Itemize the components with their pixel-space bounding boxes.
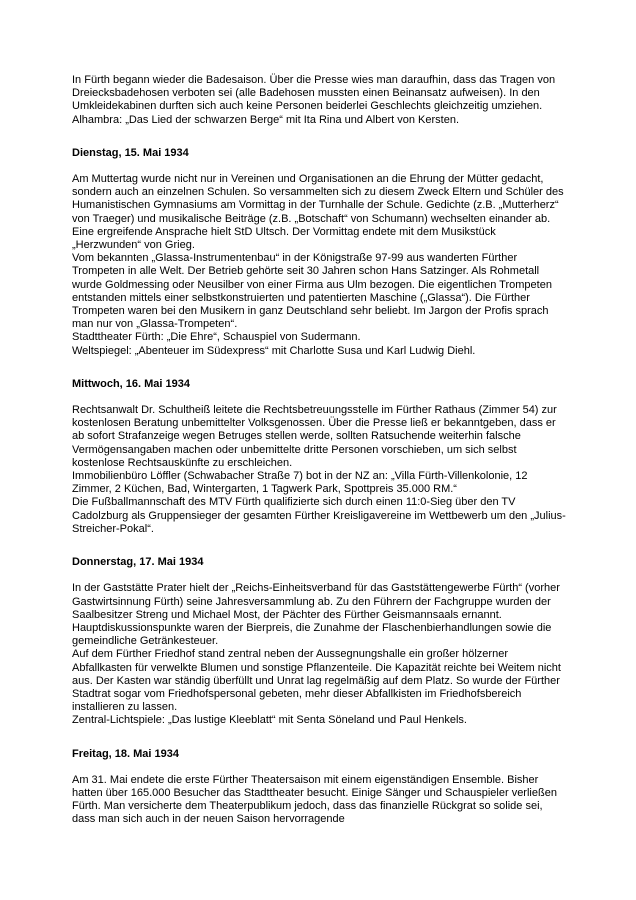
heading-donnerstag-17-mai-1934: Donnerstag, 17. Mai 1934 [72,556,204,569]
paragraph-gaststaettengewerbe: In der Gaststätte Prater hielt der „Reichs-Einheitsverband für das Gaststättengewerbe Fürth“ (vorher Gastwirtsinnung Fürth) seine Jahresversammlung ab. Zu den Führern der Fachgruppe wurden der Saalbesitzer Streng und Michael Most, der Pächter des Fürther Geismannsaals ernannt. Hauptdiskussionspunkte waren der Bierpreis, die Zunahme der Flaschenbierhandlungen sowie die gemeindliche Getränkesteuer. [72,582,560,648]
paragraph-muttertag: Am Muttertag wurde nicht nur in Vereinen und Organisationen an die Ehrung der Mütter gedacht, sondern auch an einzelnen Schulen. So versammelten sich zu diesem Zweck Eltern und Schüler des Humanistischen Gymnasiums am Vormittag in der Turnhalle der Schule. Gedichte (z.B. „Mutterherz“ von Traeger) und musikalische Beiträge (z.B. „Botschaft“ von Schumann) wechselten einander ab. Eine ergreifende Ansprache hielt StD Ultsch. Der Vormittag endete mit dem Musikstück „Herzwunden“ von Grieg. [72,173,564,252]
paragraph-zentral-lichtspiele-film: Zentral-Lichtspiele: „Das lustige Kleeblatt“ mit Senta Söneland und Paul Henkels. [72,714,467,727]
paragraph-rechtsbetreuungsstelle: Rechtsanwalt Dr. Schultheiß leitete die Rechtsbetreuungsstelle im Fürther Rathaus (Zimmer 54) zur kostenlosen Beratung unbemittelter Volksgenossen. Über die Presse ließ er bekanntgeben, dass er ab sofort Strafanzeige wegen Betruges stellen werde, sollten Ratsuchende weiterhin falsche Vermögensangaben machen oder unbemittelte dritte Personen vorschieben, um sich selbst kostenlose Rechtsauskünfte zu erschleichen. [72,404,557,469]
paragraph-immobilienbuero: Immobilienbüro Löffler (Schwabacher Straße 7) bot in der NZ an: „Villa Fürth-Villenkolonie, 12 Zimmer, 2 Küchen, Bad, Wintergarten, 1 Tagwerk Park, Spottpreis 35.000 RM.“ [72,470,528,496]
heading-freitag-18-mai-1934: Freitag, 18. Mai 1934 [72,747,179,760]
paragraph-theatersaison: Am 31. Mai endete die erste Fürther Theatersaison mit einem eigenständigen Ensemble. Bisher hatten über 165.000 Besucher das Stadttheater besucht. Einige Sänger und Schauspieler verließen Fürth. Man versicherte dem Theaterpublikum jedoch, dass das finanzielle Rückgrat so solide sei, dass man sich auch in der neuen Saison hervorragende [72,773,557,826]
paragraph-fussballmannschaft: Die Fußballmannschaft des MTV Fürth qualifizierte sich durch einen 11:0-Sieg über den TV Cadolzburg als Gruppensieger der gesamten Fürther Kreisligavereine im Wettbewerb um den „Julius-Streicher-Pokal“. [72,496,566,535]
paragraph-alhambra-film: Alhambra: „Das Lied der schwarzen Berge“ mit Ita Rina und Albert von Kersten. [72,113,460,126]
paragraph-weltspiegel-film: Weltspiegel: „Abenteuer im Südexpress“ mit Charlotte Susa und Karl Ludwig Diehl. [72,344,476,357]
heading-dienstag-15-mai-1934: Dienstag, 15. Mai 1934 [72,146,189,159]
paragraph-friedhof-abfallkasten: Auf dem Fürther Friedhof stand zentral neben der Aussegnungshalle ein großer hölzerner Abfallkasten für verwelkte Blumen und sonstige Pflanzenteile. Die Kapazität reichte bei Weitem nicht aus. Der Kasten war ständig überfüllt und Unrat lag regelmäßig auf dem Platz. So wurde der Fürther Stadtrat sogar vom Friedhofspersonal gebeten, mehr dieser Abfallkisten im Friedhofsbereich installieren zu lassen. [72,648,561,714]
paragraph-glassa-instrumentenbau: Vom bekannten „Glassa-Instrumentenbau“ in der Königstraße 97-99 aus wanderten Fürther Trompeten in alle Welt. Der Betrieb gehörte seit 30 Jahren schon Hans Satzinger. Als Rohmetall wurde Goldmessing oder Neusilber von einer Firma aus Ulm bezogen. Die eigentlichen Trompeten entstanden mittels einer selbstkonstruierten und patentierten Maschine („Glassa“). Die Fürther Trompeten waren bei den Musikern in ganz Deutschland sehr beliebt. Im Jargon der Profis sprach man nur von „Glassa-Trompeten“. [72,252,552,331]
heading-mittwoch-16-mai-1934: Mittwoch, 16. Mai 1934 [72,377,190,390]
paragraph-stadttheater: Stadttheater Fürth: „Die Ehre“, Schauspiel von Sudermann. [72,331,361,344]
paragraph-badesaison: In Fürth begann wieder die Badesaison. Über die Presse wies man daraufhin, dass das Tragen von Dreiecksbadehosen verboten sei (alle Badehosen mussten einen Beinansatz aufweisen). In den Umkleidekabinen durften sich auch keine Personen beiderlei Geschlechts gleichzeitig umziehen. [72,74,556,113]
